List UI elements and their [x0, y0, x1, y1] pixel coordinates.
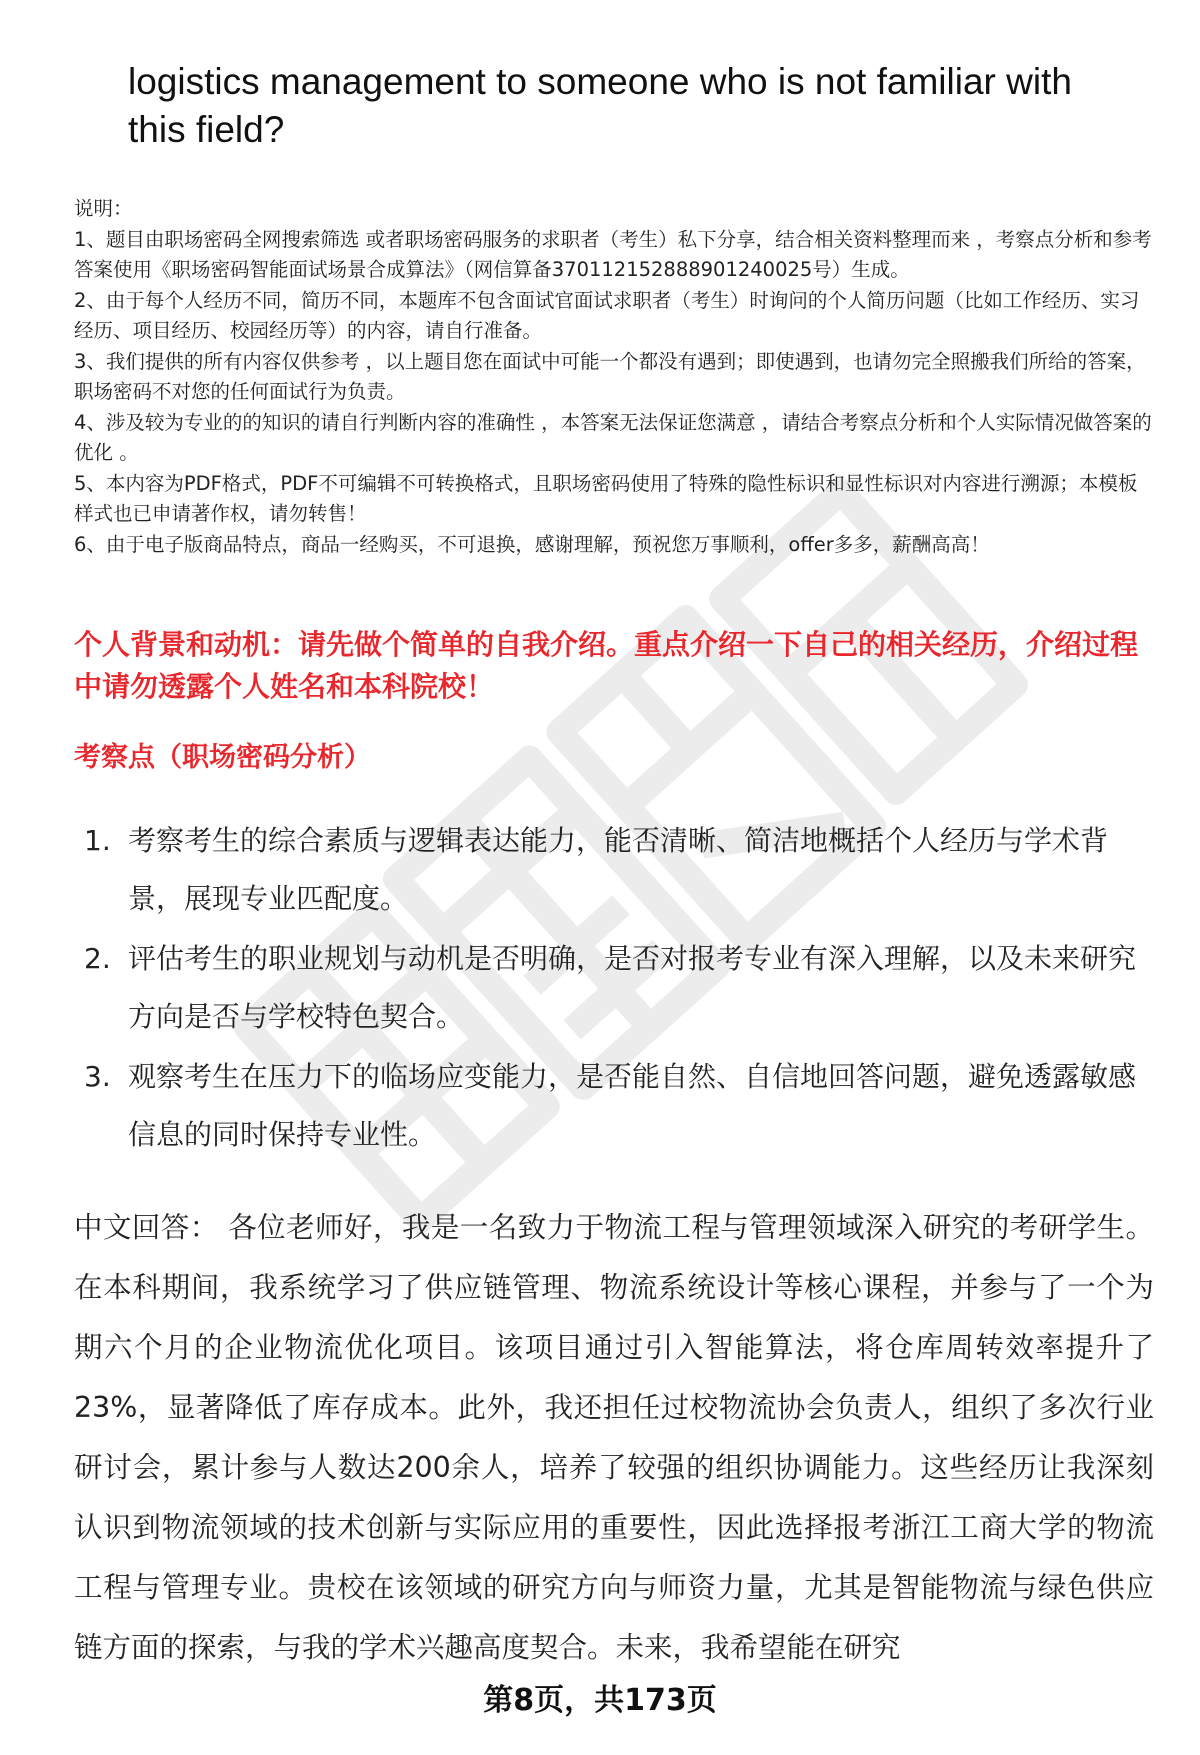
note-item: 4、涉及较为专业的的知识的请自行判断内容的准确性 ，本答案无法保证您满意 ，请结合考察点分析和个人实际情况做答案的优化 。 — [74, 410, 1152, 464]
chinese-answer: 中文回答： 各位老师好，我是一名致力于物流工程与管理领域深入研究的考研学生。在本科期间，我系统学习了供应链管理、物流系统设计等核心课程，并参与了一个为期六个月的企业物流优化项目。该项目通过引入智能算法，将仓库周转效率提升了23%，显著降低了库存成本。此外，我还担任过校物流协会负责人，组织了多次行业研讨会，累计参与人数达200余人，培养了较强的组织协调能力。这些经历让我深刻认识到物流领域的技术创新与实际应用的重要性，因此选择报考浙江工商大学的物流工程与管理专业。贵校在该领域的研究方向与师资力量，尤其是智能物流与绿色供应链方面的探索，与我的学术兴趣高度契合。未来，我希望能在研究 — [74, 1211, 1154, 1664]
analysis-title: 考察点（职场密码分析） — [74, 742, 371, 773]
interview-question: 个人背景和动机：请先做个简单的自我介绍。重点介绍一下自己的相关经历，介绍过程中请勿透露个人姓名和本科院校！ — [74, 628, 1139, 703]
note-item: 6、由于电子版商品特点，商品一经购买，不可退换，感谢理解，预祝您万事顺利，offer多多，薪酬高高！ — [74, 532, 990, 556]
question-english: logistics management to someone who is not familiar with this field? — [128, 61, 1072, 150]
analysis-points — [74, 812, 1154, 1166]
point-number: 2. — [84, 942, 111, 975]
analysis-point — [74, 930, 1154, 1046]
note-item: 2、由于每个人经历不同，简历不同，本题库不包含面试官面试求职者（考生）时询问的个人简历问题（比如工作经历、实习经历、项目经历、校园经历等）的内容，请自行准备。 — [74, 288, 1140, 342]
point-text: 观察考生在压力下的临场应变能力，是否能自然、自信地回答问题，避免透露敏感信息的同时保持专业性。 — [128, 1060, 1137, 1151]
point-number: 3. — [84, 1060, 111, 1093]
point-text: 考察考生的综合素质与逻辑表达能力，能否清晰、简洁地概括个人经历与学术背景，展现专业匹配度。 — [128, 824, 1109, 915]
point-text: 评估考生的职业规划与动机是否明确，是否对报考专业有深入理解，以及未来研究方向是否与学校特色契合。 — [128, 942, 1137, 1033]
note-item: 3、我们提供的所有内容仅供参考 ，以上题目您在面试中可能一个都没有遇到；即使遇到，也请勿完全照搬我们所给的答案，职场密码不对您的任何面试行为负责。 — [74, 349, 1146, 403]
point-number: 1. — [84, 824, 111, 857]
analysis-point — [74, 812, 1154, 928]
page-number: 第8页，共173页 — [483, 1683, 717, 1718]
analysis-point — [74, 1048, 1154, 1164]
notes-heading: 说明： — [74, 197, 133, 220]
note-item: 1、题目由职场密码全网搜索筛选 或者职场密码服务的求职者（考生）私下分享，结合相关资料整理而来 ，考察点分析和参考答案使用《职场密码智能面试场景合成算法》（网信算备370112152888901240025号）生成。 — [74, 227, 1152, 281]
notes-section — [74, 194, 1154, 560]
note-item: 5、本内容为PDF格式，PDF不可编辑不可转换格式，且职场密码使用了特殊的隐性标识和显性标识对内容进行溯源；本模板样式也已申请著作权，请勿转售！ — [74, 471, 1138, 525]
